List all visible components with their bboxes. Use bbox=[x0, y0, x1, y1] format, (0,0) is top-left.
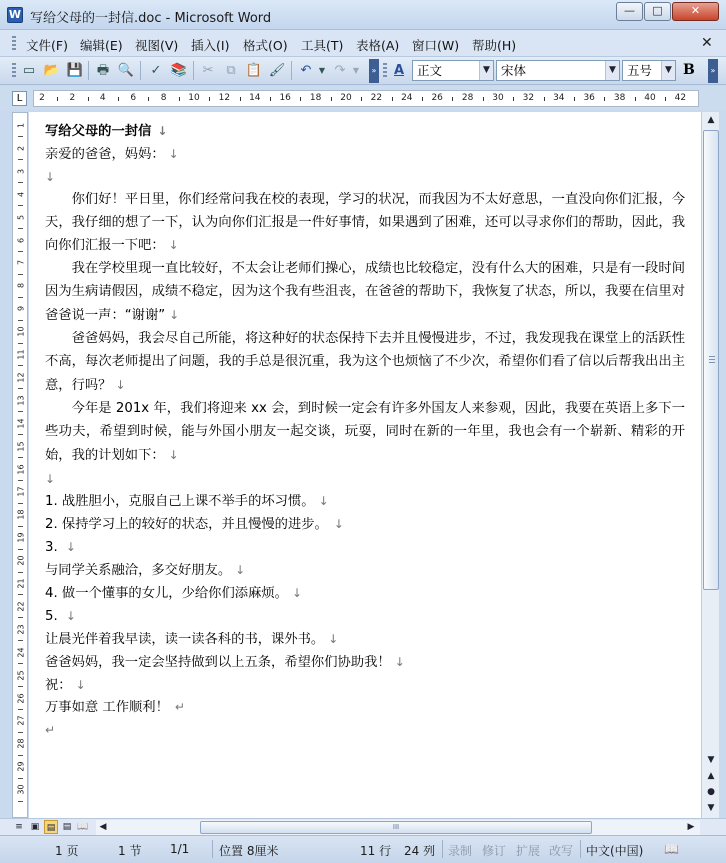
ruler-row bbox=[0, 86, 726, 110]
plan-text: 万事如意 工作顺利！ bbox=[45, 700, 169, 716]
paragraph-mark: ↓ bbox=[235, 563, 246, 578]
copy-icon[interactable]: ⧉ bbox=[226, 63, 236, 78]
vertical-scroll-thumb[interactable] bbox=[703, 130, 719, 590]
ruler-label: 22 bbox=[370, 93, 383, 103]
plan-text: 1. 战胜胆小，克服自己上课不举手的坏习惯。 bbox=[45, 494, 315, 510]
ruler-tick bbox=[392, 97, 393, 101]
plan-text: 2. 保持学习上的较好的状态，并且慢慢的进步。 bbox=[45, 517, 328, 533]
menu-insert[interactable]: 插入(I) bbox=[191, 38, 230, 53]
document-title: 写给父母的一封信 bbox=[45, 124, 152, 139]
ruler-label: 38 bbox=[613, 93, 626, 103]
plan-text: 让晨光伴着我早读，读一读各科的书，课外书。 bbox=[45, 631, 325, 647]
vertical-scrollbar[interactable] bbox=[701, 112, 719, 818]
styles-and-formatting-icon[interactable]: A bbox=[393, 63, 405, 78]
vertical-ruler-label: 6 bbox=[16, 237, 26, 243]
empty-line bbox=[45, 166, 685, 189]
scroll-down-arrow-icon[interactable]: ▼ bbox=[707, 755, 715, 765]
plan-text: 3. bbox=[45, 540, 62, 556]
spelling-grammar-icon[interactable]: ✓ bbox=[150, 63, 162, 78]
vertical-ruler-label: 11 bbox=[16, 349, 26, 360]
toolbar-separator bbox=[193, 61, 194, 80]
paragraph-text: 你们好！平日里，你们经常问我在校的表现，学习的状况，而我因为不太好意思，一直没向你们汇报，今天，我仔细的想了一下，认为向你们汇报是一件好事情，如果遇到了困难，还可以寻求你们的帮助，因此，我向你们汇报一下吧： bbox=[45, 191, 685, 254]
ruler-label: 2 bbox=[69, 93, 76, 103]
toolbar-grip[interactable] bbox=[12, 63, 16, 79]
paragraph-mark: ↓ bbox=[65, 608, 76, 623]
body-paragraph bbox=[45, 258, 685, 328]
vertical-ruler-tick bbox=[18, 251, 23, 252]
vertical-ruler-tick bbox=[18, 709, 23, 710]
ruler-label: 12 bbox=[218, 93, 231, 103]
status-track-changes[interactable]: 修订 bbox=[482, 844, 507, 858]
ruler-tick bbox=[57, 97, 58, 101]
status-page: 1 页 bbox=[55, 844, 79, 858]
menubar-grip[interactable] bbox=[12, 36, 16, 52]
status-section: 1 节 bbox=[118, 844, 142, 858]
cut-icon[interactable]: ✂ bbox=[202, 63, 214, 78]
new-document-icon[interactable]: ▭ bbox=[22, 63, 36, 78]
empty-line bbox=[45, 719, 685, 742]
body-paragraph bbox=[45, 328, 685, 398]
plan-line bbox=[45, 559, 685, 582]
plan-text: 爸爸妈妈，我一定会坚持做到以上五条，希望你们协助我！ bbox=[45, 654, 391, 670]
document-area[interactable] bbox=[29, 112, 701, 818]
ruler-label: 40 bbox=[644, 93, 656, 103]
vertical-ruler-tick bbox=[18, 411, 23, 412]
paragraph-mark: ↓ bbox=[169, 308, 180, 323]
vertical-ruler-label: 4 bbox=[16, 191, 26, 197]
vertical-ruler-label: 30 bbox=[16, 784, 26, 795]
web-layout-view-icon[interactable]: ▣ bbox=[30, 822, 40, 832]
paragraph-mark: ↓ bbox=[75, 677, 86, 692]
vertical-ruler-label: 2 bbox=[16, 145, 26, 151]
paragraph-text: 爸爸妈妈，我会尽自己所能，将这种好的状态保持下去并且慢慢进步，不过，我发现我在课堂上的活跃性不高，每次老师提出了问题，我的手总是很沉重，我为这个也烦恼了不少次，希望你们看了信以后帮我出出主意，行吗？ bbox=[45, 331, 685, 393]
vertical-ruler-label: 25 bbox=[16, 670, 26, 681]
vertical-ruler-tick bbox=[18, 320, 23, 321]
plan-text: 与同学关系融洽，多交好朋友。 bbox=[45, 563, 232, 579]
previous-page-icon[interactable]: ▲ bbox=[707, 771, 715, 781]
paragraph-mark: ↓ bbox=[115, 377, 126, 392]
paragraph-mark: ↓ bbox=[157, 124, 168, 138]
vertical-ruler-tick bbox=[18, 572, 23, 573]
tab-selector[interactable]: L bbox=[12, 91, 27, 106]
undo-icon[interactable]: ↶ bbox=[300, 63, 312, 78]
vertical-ruler-label: 10 bbox=[16, 326, 26, 337]
horizontal-bar bbox=[0, 818, 726, 835]
plan-line bbox=[45, 582, 685, 605]
style-value: 正文 bbox=[417, 63, 443, 78]
ruler-label: 8 bbox=[160, 93, 167, 103]
vertical-ruler-label: 22 bbox=[16, 601, 26, 612]
ruler-tick bbox=[422, 97, 423, 101]
paragraph-mark: ↓ bbox=[45, 169, 56, 184]
research-icon[interactable]: 📚 bbox=[170, 63, 188, 78]
window-title: 写给父母的一封信.doc - Microsoft Word bbox=[30, 11, 272, 26]
vertical-ruler-tick bbox=[18, 365, 23, 366]
ruler-tick bbox=[665, 97, 666, 101]
font-dropdown-icon[interactable]: ▼ bbox=[605, 61, 619, 80]
select-browse-object-icon[interactable]: ● bbox=[707, 787, 715, 797]
vertical-ruler-tick bbox=[18, 457, 23, 458]
vertical-ruler-tick bbox=[18, 388, 23, 389]
greeting-text: 亲爱的爸爸，妈妈： bbox=[45, 146, 165, 162]
formatting-toolbar-grip[interactable] bbox=[383, 63, 387, 79]
ruler-tick bbox=[270, 97, 271, 101]
font-value: 宋体 bbox=[501, 63, 527, 78]
ruler-label: 34 bbox=[553, 93, 565, 103]
ruler-tick bbox=[148, 97, 149, 101]
status-page-of: 1/1 bbox=[170, 842, 190, 856]
plan-line bbox=[45, 696, 685, 719]
ruler-label: 18 bbox=[309, 93, 322, 103]
spelling-status-icon[interactable]: 📖 bbox=[664, 842, 679, 856]
vertical-ruler-tick bbox=[18, 480, 23, 481]
status-record-macro[interactable]: 录制 bbox=[448, 844, 473, 858]
font-size-value: 五号 bbox=[627, 63, 653, 78]
ruler-label: 16 bbox=[279, 93, 291, 103]
status-bar bbox=[0, 835, 726, 863]
vertical-ruler-label: 16 bbox=[16, 463, 26, 475]
ruler-label: 20 bbox=[340, 93, 352, 103]
plan-line bbox=[45, 674, 685, 697]
ruler-tick bbox=[604, 97, 605, 101]
vertical-ruler-tick bbox=[18, 663, 23, 664]
redo-dropdown-icon[interactable]: ▼ bbox=[352, 66, 360, 75]
vertical-ruler-tick bbox=[18, 686, 23, 687]
vertical-ruler-tick bbox=[18, 159, 23, 160]
ruler-tick bbox=[118, 97, 119, 101]
vertical-ruler-tick bbox=[18, 778, 23, 779]
horizontal-scroll-thumb[interactable]: III bbox=[200, 821, 592, 834]
vertical-ruler-label: 28 bbox=[16, 738, 26, 749]
vertical-ruler-label: 3 bbox=[16, 168, 26, 174]
ruler-tick bbox=[452, 97, 453, 101]
ruler-tick bbox=[544, 97, 545, 101]
vertical-ruler-tick bbox=[18, 434, 23, 435]
vertical-ruler-label: 21 bbox=[16, 578, 26, 589]
menu-view[interactable]: 视图(V) bbox=[135, 38, 179, 53]
document-page[interactable] bbox=[45, 120, 685, 742]
format-painter-icon[interactable]: 🖌 bbox=[268, 63, 286, 78]
ruler-tick bbox=[209, 97, 210, 101]
vertical-ruler-label: 8 bbox=[16, 283, 26, 289]
ruler-tick bbox=[179, 97, 180, 101]
menu-file[interactable]: 文件(F) bbox=[26, 38, 68, 53]
print-preview-icon[interactable]: 🔍 bbox=[117, 63, 135, 78]
status-column: 24 列 bbox=[404, 844, 436, 858]
ruler-label: 32 bbox=[522, 93, 535, 103]
font-combo[interactable] bbox=[496, 60, 620, 81]
ruler-tick bbox=[361, 97, 362, 101]
vertical-ruler-tick bbox=[18, 182, 23, 183]
vertical-ruler-label: 27 bbox=[16, 715, 26, 726]
plan-line bbox=[45, 536, 685, 559]
plan-line bbox=[45, 605, 685, 628]
paragraph-mark: ↓ bbox=[394, 654, 405, 669]
ruler-label: 26 bbox=[431, 93, 443, 103]
ruler-label: 10 bbox=[188, 93, 200, 103]
plan-line bbox=[45, 513, 685, 536]
style-combo[interactable] bbox=[412, 60, 494, 81]
paragraph-mark: ↓ bbox=[318, 494, 329, 509]
status-overtype[interactable]: 改写 bbox=[549, 844, 574, 858]
vertical-ruler-tick bbox=[18, 732, 23, 733]
print-layout-view-icon[interactable]: ▤ bbox=[44, 820, 58, 834]
minimize-button[interactable]: — bbox=[616, 2, 643, 21]
vertical-ruler-label: 14 bbox=[16, 418, 26, 429]
status-separator bbox=[212, 840, 213, 858]
vertical-ruler-label: 19 bbox=[16, 532, 26, 543]
vertical-ruler-label: 9 bbox=[16, 306, 26, 312]
vertical-ruler-tick bbox=[18, 526, 23, 527]
close-button[interactable]: ✕ bbox=[672, 2, 719, 21]
paragraph-mark: ↓ bbox=[45, 471, 56, 486]
vertical-ruler-label: 5 bbox=[16, 214, 26, 220]
vertical-ruler-label: 18 bbox=[16, 509, 26, 520]
ruler-tick bbox=[513, 97, 514, 101]
paragraph-text: 我在学校里现一直比较好，不太会让老师们操心，成绩也比较稳定，没有什么大的困难，只是有一段时间因为生病请假因，成绩不稳定，因为这个我有些沮丧，在爸爸的帮助下，我恢复了状态，所以，我要在信里对爸爸说一声：“谢谢” bbox=[45, 261, 685, 324]
vertical-ruler-tick bbox=[18, 617, 23, 618]
paste-icon[interactable]: 📋 bbox=[245, 63, 263, 78]
ruler-tick bbox=[300, 97, 301, 101]
outline-view-icon[interactable]: ▤ bbox=[62, 822, 72, 832]
body-paragraph bbox=[45, 189, 685, 259]
vertical-ruler-tick bbox=[18, 297, 23, 298]
font-size-combo[interactable] bbox=[622, 60, 676, 81]
plan-text: 祝： bbox=[45, 677, 72, 693]
vertical-ruler-tick bbox=[18, 503, 23, 504]
plan-line bbox=[45, 651, 685, 674]
vertical-ruler-label: 15 bbox=[16, 441, 26, 452]
scroll-up-arrow-icon[interactable]: ▲ bbox=[707, 115, 715, 125]
vertical-ruler-tick bbox=[18, 801, 23, 802]
vertical-ruler-label: 1 bbox=[16, 122, 26, 129]
maximize-button[interactable]: □ bbox=[644, 2, 671, 21]
paragraph-mark: ↓ bbox=[333, 517, 344, 532]
vertical-ruler-label: 29 bbox=[16, 761, 26, 772]
menu-window[interactable]: 窗口(W) bbox=[412, 38, 460, 53]
horizontal-scrollbar[interactable] bbox=[96, 820, 700, 835]
ruler-label: 42 bbox=[674, 93, 687, 103]
font-size-dropdown-icon[interactable]: ▼ bbox=[661, 61, 675, 80]
toolbar-separator bbox=[291, 61, 292, 80]
vertical-ruler-tick bbox=[18, 755, 23, 756]
paragraph-mark: ↓ bbox=[328, 631, 339, 646]
title-bar bbox=[0, 0, 726, 30]
vertical-ruler-tick bbox=[18, 640, 23, 641]
plan-text: 4. 做一个懂事的女儿，少给你们添麻烦。 bbox=[45, 586, 288, 601]
ruler-tick bbox=[574, 97, 575, 101]
vertical-ruler-tick bbox=[18, 228, 23, 229]
return-mark: ↵ bbox=[174, 700, 185, 715]
vertical-ruler-label: 24 bbox=[16, 647, 26, 658]
ruler-label: 6 bbox=[130, 93, 137, 103]
vertical-ruler-label: 13 bbox=[16, 395, 26, 406]
bold-button[interactable]: B bbox=[683, 62, 695, 78]
save-icon[interactable]: 💾 bbox=[66, 63, 84, 78]
toolbar-options-chevron-icon[interactable]: » bbox=[369, 59, 379, 83]
menu-bar bbox=[0, 30, 726, 57]
standard-formatting-toolbar bbox=[0, 57, 726, 85]
vertical-ruler-label: 7 bbox=[16, 260, 26, 266]
ruler-tick bbox=[483, 97, 484, 101]
vertical-ruler-label: 12 bbox=[16, 372, 26, 383]
return-mark: ↵ bbox=[45, 723, 56, 738]
paragraph-mark: ↓ bbox=[65, 540, 76, 555]
toolbar-separator bbox=[88, 61, 89, 80]
style-dropdown-icon[interactable]: ▼ bbox=[479, 61, 493, 80]
status-separator bbox=[580, 840, 581, 858]
ruler-label: 24 bbox=[401, 93, 413, 103]
vertical-ruler-tick bbox=[18, 343, 23, 344]
status-position: 位置 8厘米 bbox=[219, 844, 279, 858]
status-language[interactable]: 中文(中国) bbox=[586, 844, 644, 858]
vertical-ruler[interactable] bbox=[12, 112, 28, 818]
menu-tools[interactable]: 工具(T) bbox=[301, 38, 344, 53]
ruler-label: 4 bbox=[99, 93, 106, 103]
undo-dropdown-icon[interactable]: ▼ bbox=[318, 66, 326, 75]
ruler-tick bbox=[88, 97, 89, 101]
vertical-ruler-label: 20 bbox=[16, 555, 26, 566]
menu-edit[interactable]: 编辑(E) bbox=[80, 38, 123, 53]
vertical-ruler-label: 23 bbox=[16, 624, 26, 635]
vertical-ruler-tick bbox=[18, 205, 23, 206]
scroll-right-arrow-icon[interactable]: ▶ bbox=[687, 822, 695, 832]
vertical-ruler-label: 17 bbox=[16, 486, 26, 497]
open-folder-icon[interactable]: 📂 bbox=[43, 63, 61, 78]
ruler-label: 28 bbox=[461, 93, 474, 103]
ruler-label: 30 bbox=[492, 93, 504, 103]
body-paragraph bbox=[45, 398, 685, 468]
paragraph-mark: ↓ bbox=[168, 146, 179, 161]
empty-line bbox=[45, 468, 685, 491]
formatting-options-chevron-icon[interactable]: » bbox=[708, 59, 718, 83]
menu-table[interactable]: 表格(A) bbox=[356, 38, 400, 53]
menu-format[interactable]: 格式(O) bbox=[243, 38, 288, 53]
ruler-label: 14 bbox=[249, 93, 261, 103]
word-app-icon[interactable]: W bbox=[8, 8, 22, 21]
thumb-grip bbox=[709, 356, 715, 364]
toolbar-separator bbox=[140, 61, 141, 80]
reading-layout-view-icon[interactable]: 📖 bbox=[77, 822, 89, 832]
greeting-line bbox=[45, 143, 685, 166]
print-icon[interactable]: 🖶 bbox=[96, 63, 110, 78]
vertical-ruler-tick bbox=[18, 136, 23, 137]
menu-help[interactable]: 帮助(H) bbox=[472, 38, 517, 53]
paragraph-mark: ↓ bbox=[291, 586, 303, 600]
vertical-ruler-tick bbox=[18, 594, 23, 595]
ruler-tick bbox=[331, 97, 332, 101]
horizontal-ruler[interactable] bbox=[33, 90, 699, 107]
paragraph-text: 今年是 201x 年，我们将迎来 xx 会，到时候一定会有许多外国友人来参观，因此，我要在英语上多下一些功夫，希望到时候，能与外国小朋友一起交谈，玩耍，同时在新的一年里，我也会有一个崭新、精彩的开始，我的计划如下： bbox=[45, 400, 685, 463]
ruler-tick bbox=[635, 97, 636, 101]
ruler-label: 36 bbox=[583, 93, 595, 103]
vertical-ruler-label: 26 bbox=[16, 692, 26, 704]
close-document-icon[interactable]: ✕ bbox=[701, 35, 713, 51]
paragraph-mark: ↓ bbox=[168, 238, 179, 253]
vertical-ruler-tick bbox=[18, 549, 23, 550]
scroll-left-arrow-icon[interactable]: ◀ bbox=[99, 822, 107, 832]
plan-line bbox=[45, 628, 685, 651]
document-title-line bbox=[45, 120, 685, 143]
normal-view-icon[interactable]: ≡ bbox=[15, 822, 23, 832]
vertical-ruler-tick bbox=[18, 274, 23, 275]
next-page-icon[interactable]: ▼ bbox=[707, 803, 715, 813]
plan-line bbox=[45, 490, 685, 513]
redo-icon[interactable]: ↷ bbox=[334, 63, 346, 78]
ruler-tick bbox=[240, 97, 241, 101]
paragraph-mark: ↓ bbox=[168, 447, 179, 462]
ruler-label: 2 bbox=[39, 93, 45, 103]
status-line: 11 行 bbox=[360, 844, 392, 858]
status-separator bbox=[442, 840, 443, 858]
plan-text: 5. bbox=[45, 608, 62, 624]
status-extend-selection[interactable]: 扩展 bbox=[516, 844, 541, 858]
